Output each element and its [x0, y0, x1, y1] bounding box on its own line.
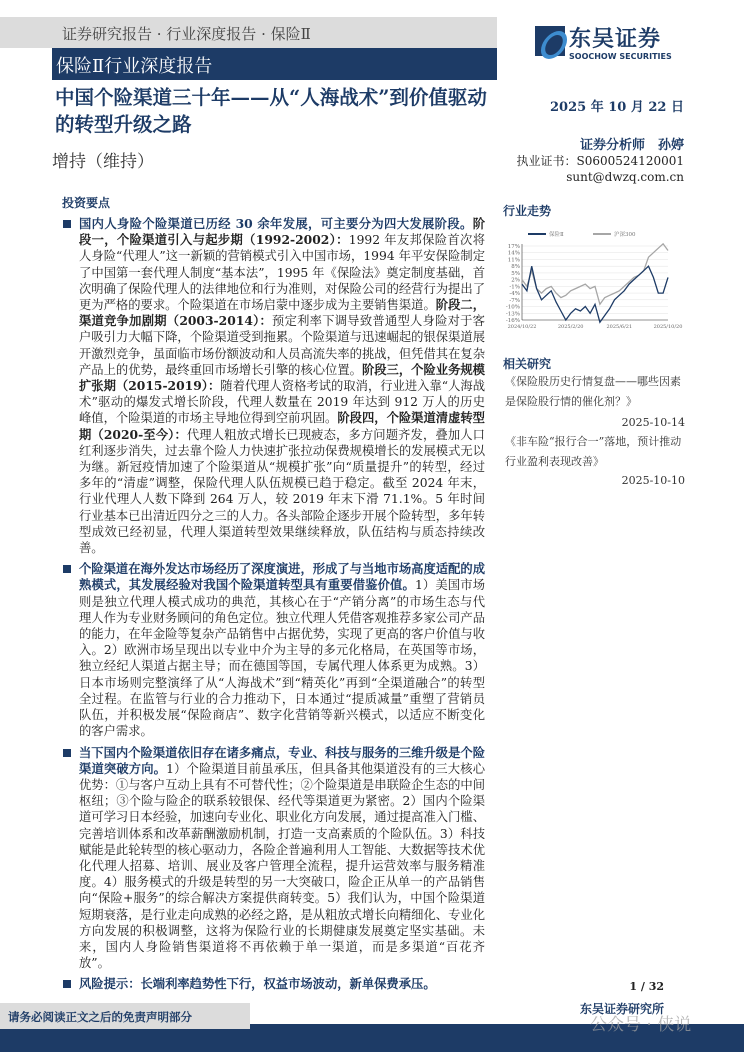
key-point-bullet	[62, 745, 485, 972]
header-band	[0, 17, 497, 48]
text-segment: 风险提示：长端利率趋势性下行，权益市场波动，新单保费承压。	[79, 976, 436, 992]
report-date: 2025 年 10 月 22 日	[550, 100, 684, 115]
related-heading: 相关研究	[503, 357, 552, 371]
y-tick-label: 14%	[507, 250, 520, 257]
text-segment: 国内人身险个险渠道已历经 30 余年发展，可主要分为四大发展阶段。	[79, 216, 473, 231]
legend-label: 保险Ⅱ	[549, 232, 564, 238]
key-point-bullet	[62, 976, 485, 992]
key-point-bullet	[62, 561, 485, 739]
related-report-date: 2025-10-14	[621, 416, 685, 429]
key-point-bullet	[62, 216, 485, 556]
y-tick-label: -10%	[505, 304, 520, 311]
y-tick-label: 8%	[511, 264, 520, 271]
y-tick-label: -16%	[505, 318, 520, 324]
y-tick-label: -7%	[509, 297, 520, 304]
related-report-title[interactable]: 《保险股历史行情复盘——哪些因素是保险股行情的催化剂？》	[505, 375, 681, 408]
y-tick-label: 5%	[511, 270, 520, 277]
text-segment: 个险渠道在海外发达市场经历了深度演进，形成了与当地市场高度适配的成熟模式，其发展经验对我国个险渠道转型具有重要借鉴价值。	[79, 561, 485, 593]
analyst-email[interactable]: sunt@dwzq.com.cn	[566, 170, 684, 184]
key-points-heading: 投资要点	[62, 196, 111, 210]
legend-label: 沪深300	[614, 232, 636, 238]
breadcrumb: 证券研究报告 · 行业深度报告 · 保险Ⅱ	[62, 25, 311, 43]
key-points-body	[62, 216, 485, 998]
text-segment: 阶段二，渠道竞争加剧期（2003-2014）：	[79, 297, 485, 329]
x-tick-label: 2025/2/20	[557, 324, 584, 330]
page-number: 1 / 32	[629, 980, 664, 993]
logo-text-cn: 东吴证券	[569, 27, 662, 52]
text-segment: 当下国内个险渠道依旧存在诸多痛点，专业、科技与服务的三维升级是个险渠道突破方向。	[79, 744, 485, 776]
category-band	[52, 48, 497, 80]
company-logo	[535, 22, 695, 67]
text-segment: 阶段一，个险渠道引入与起步期（1992-2002）：	[79, 216, 485, 248]
y-tick-label: 2%	[511, 277, 520, 284]
rating: 增持（维持）	[52, 152, 154, 172]
watermark: 公众号 · 侠说	[590, 1015, 692, 1035]
text-segment: 代理人粗放式增长已现疲态，多方问题齐发，叠加人口红利逐步消失，过去靠个险人力快速扩张拉动保费规模增长的发展模式无以为继。新冠疫情加速了个险渠道从“规模扩张”向“质量提升”的转型，经过多年的“清虚”调整，保险代理人队伍规模已趋于稳定。截至 2024 年末，行业代理人人数下降到 264 万人，较 2019 年末下滑 71.1%。5 年时间行业基本已出清近四分之三的人力。各头部险企逐步开展个险转型，多年转型成效已经初显，代理人渠道转型效果继续释放，队伍结构与质态持续改善。	[79, 427, 485, 556]
y-tick-label: 11%	[507, 257, 520, 264]
x-tick-label: 2025/6/21	[606, 324, 633, 330]
logo-text-en: SOOCHOW SECURITIES	[569, 52, 672, 61]
license-number: 执业证书：S0600524120001	[516, 154, 684, 168]
related-report-date: 2025-10-10	[621, 474, 685, 487]
related-report-title[interactable]: 《非车险“报行合一”落地，预计推动行业盈利表现改善》	[505, 435, 682, 468]
x-tick-label: 2025/10/20	[653, 324, 683, 330]
text-segment: 随着代理人资格考试的取消，行业进入靠“人海战术”驱动的爆发式增长阶段，代理人数量在 2019 年达到 912 万人的历史峰值，个险渠道的市场主导地位得到空前巩固。	[79, 379, 485, 426]
text-segment: 1）美国市场则是独立代理人模式成功的典范，其核心在于“产销分离”的市场生态与代理人作为专业财务顾问的角色定位。独立代理人凭借客观推荐多家公司产品的能力，在年金险等复杂产品销售中占据优势，实现了更高的客户价值与收入。2）欧洲市场呈现出以专业中介为主导的多元化格局，在英国等市场，独立经纪人渠道占据主导；而在德国等国，专属代理人体系更为成熟。3）日本市场则完整演绎了从“人海战术”到“精英化”再到“全渠道融合”的转型全过程。在监管与行业的合力推动下，日本通过“提质减量”重塑了营销员队伍，并积极发展“保险商店”、数字化营销等新兴模式，以适应不断变化的客户需求。	[79, 578, 485, 739]
disclaimer-text: 请务必阅读正文之后的免责声明部分	[8, 1010, 192, 1024]
disclaimer-box	[0, 1003, 250, 1029]
y-tick-label: -1%	[509, 284, 520, 291]
text-segment: 1）个险渠道目前虽承压，但具备其他渠道没有的三大核心优势：①与客户互动上具有不可替代性；②个险渠道是串联险企生态的中间枢纽；③个险与险企的联系较银保、经代等渠道更为紧密。2）国内个险渠道可学习日本经验，加速向专业化、职业化方向发展，通过提高准入门槛、完善培训体系和改革薪酬激励机制，打造一支高素质的个险队伍。3）科技赋能是此轮转型的核心驱动力，各险企普遍利用人工智能、大数据等技术优化代理人招募、培训、展业及客户管理全流程，提升运营效率与服务精准度。4）服务模式的升级是转型的另一大突破口，险企正从单一的产品销售向“保险+服务”的综合解决方案提供商转变。5）我们认为，中国个险渠道短期衰落，是行业走向成熟的必经之路，是从粗放式增长向精细化、专业化方向发展的积极调整，这将为保险行业的长期健康发展奠定坚实基础。未来，国内人身险销售渠道将不再依赖于单一渠道，而是多渠道“百花齐放”。	[79, 761, 485, 971]
text-segment: 阶段三，个险业务规模扩张期（2015-2019）：	[79, 361, 485, 394]
series-line-insurance	[522, 266, 668, 322]
y-tick-label: 17%	[507, 244, 520, 250]
y-tick-label: -13%	[505, 311, 520, 318]
trend-chart	[498, 228, 683, 336]
text-segment: 阶段四，个险渠道清虚转型期（2020-至今）：	[79, 410, 485, 442]
text-segment: 预定利率下调导致普通型人身险对于客户吸引力大幅下降，个险渠道受到拖累。个险渠道与迅速崛起的银保渠道展开激烈竞争，虽面临市场份额波动和人员高流失率的挑战，但凭借其在复杂产品上的优势，最终重回市场增长引擎的核心位置。	[79, 314, 485, 377]
trend-heading: 行业走势	[503, 204, 552, 218]
text-segment: 1992 年友邦保险首次将人身险“代理人”这一新颖的营销模式引入中国市场，1994 年平安保险制定了中国第一套代理人制度“基本法”，1995 年《保险法》奠定制度基础，首次明确了保险代理人的法律地位和行为准则，对保险公司的经营行为提出了更为严格的要求。个险渠道在市场启蒙中逐步成为主要销售渠道。	[79, 233, 485, 313]
institute-name: 东吴证券研究所	[580, 1002, 665, 1016]
logo-icon	[535, 26, 565, 56]
analyst: 证券分析师 孙婷	[579, 138, 684, 153]
x-tick-label: 2024/10/22	[507, 324, 537, 330]
y-tick-label: -4%	[509, 291, 520, 298]
report-title: 中国个险渠道三十年——从“人海战术”到价值驱动的转型升级之路	[55, 86, 487, 136]
report-category: 保险Ⅱ行业深度报告	[56, 56, 213, 77]
